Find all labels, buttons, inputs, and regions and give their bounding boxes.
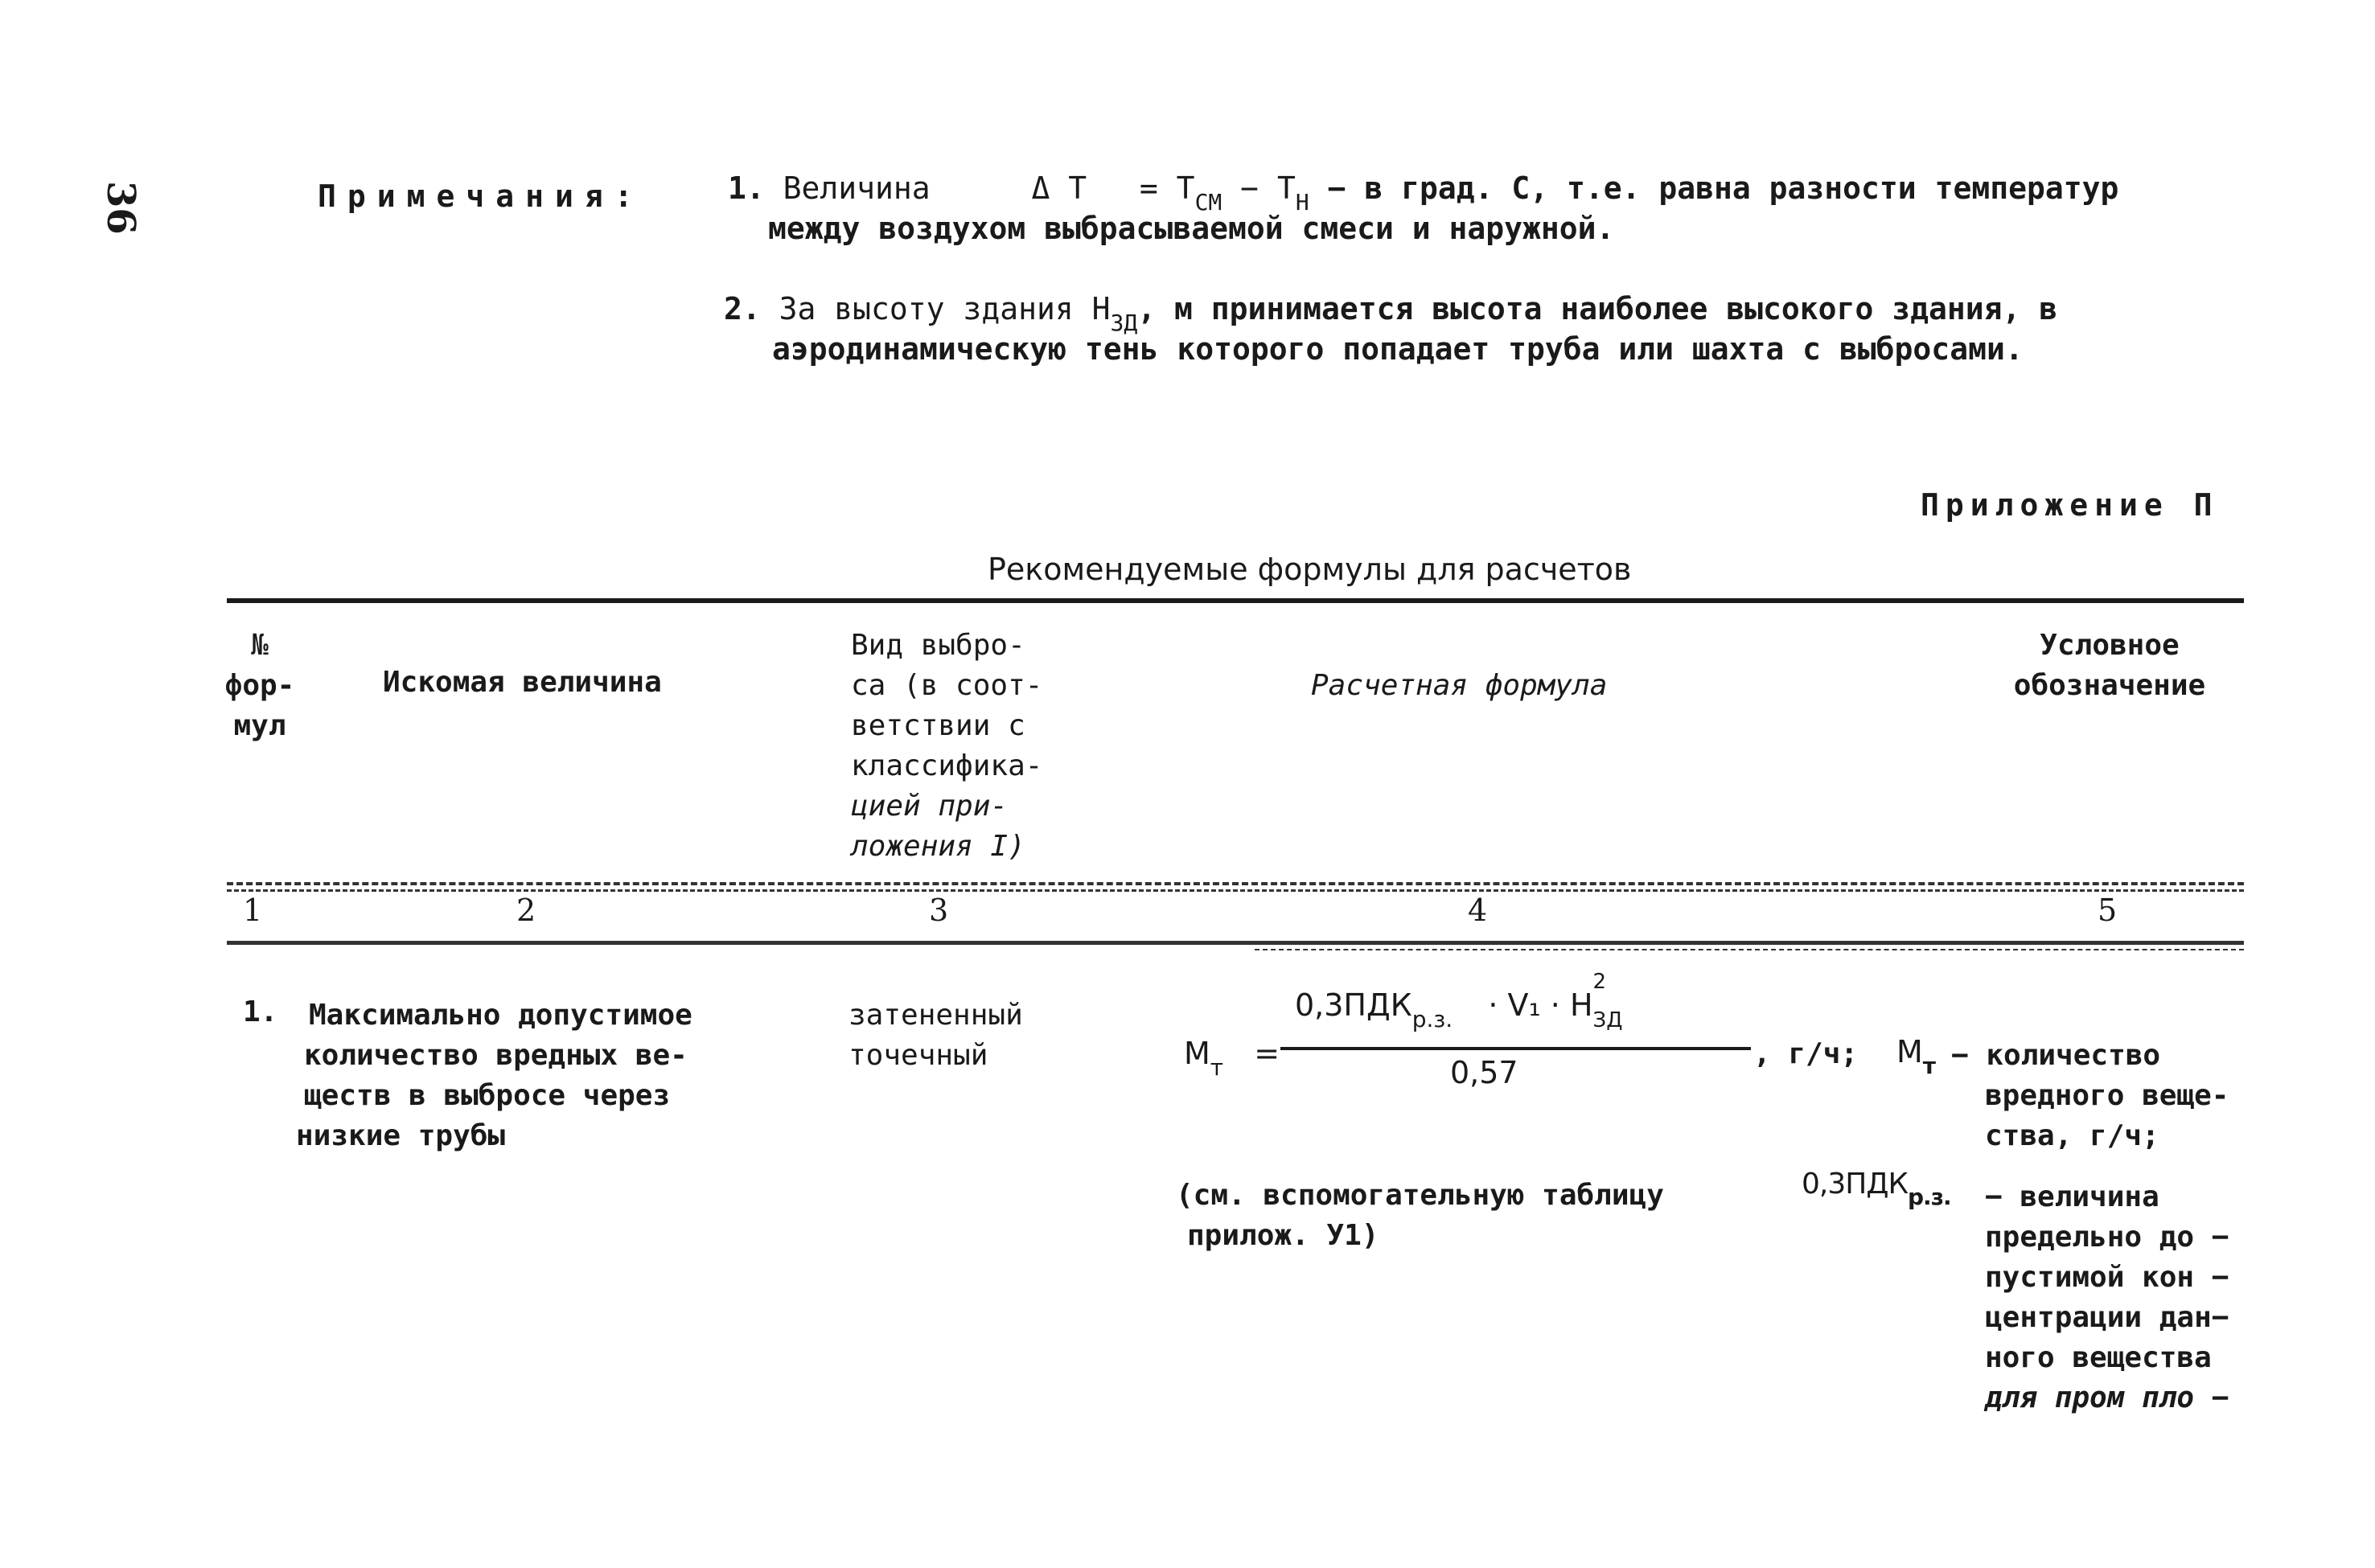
fraction-bar xyxy=(1280,1047,1751,1050)
formula-equals: = xyxy=(1254,1036,1280,1071)
table-title: Рекомендуемые формулы для расчетов xyxy=(988,552,1632,587)
symbol-pdk xyxy=(1802,1168,1951,1210)
header-col3-line: классифика- xyxy=(851,749,1043,782)
note-1-line-1 xyxy=(728,170,2119,215)
row1-quantity xyxy=(296,995,692,1156)
symbol-m-sub: т xyxy=(1922,1053,1937,1079)
column-number-rule xyxy=(227,941,2244,945)
symbol-pdk-sub: р.з. xyxy=(1908,1184,1951,1210)
symbol-m-desc-line: вредного веще- xyxy=(1985,1079,2229,1112)
formula-note xyxy=(1176,1176,1664,1256)
table-top-rule xyxy=(227,598,2244,603)
row1-emission-type-line: точечный xyxy=(849,1039,988,1072)
note-2-suffix: , м принимается высота наиболее высокого здания, в xyxy=(1137,291,2058,326)
t-mix: Т xyxy=(1176,170,1195,206)
symbol-pdk-text: 0,3ПДК xyxy=(1802,1168,1909,1201)
note-2-number: 2. xyxy=(724,291,761,326)
formula-denominator: 0,57 xyxy=(1450,1055,1518,1090)
note-2-prefix: За высоту здания xyxy=(779,291,1074,326)
t-outside-sub: Н xyxy=(1295,189,1309,215)
formula-numerator xyxy=(1295,970,1623,1032)
header-col5-line: Условное xyxy=(2040,629,2180,662)
header-col4: Расчетная формула xyxy=(1311,669,1608,702)
column-number-5: 5 xyxy=(2098,893,2118,928)
note-1-line-2: между воздухом выбрасываемой смеси и наружной. xyxy=(768,211,1615,246)
symbol-pdk-desc-line: пустимой кон − xyxy=(1985,1261,2229,1294)
symbol-pdk-desc-line: центрации дан− xyxy=(1985,1301,2229,1334)
symbol-pdk-description xyxy=(1985,1177,2229,1418)
row1-quantity-line: низкие трубы xyxy=(296,1119,506,1152)
appendix-label: Приложение П xyxy=(1921,487,2219,523)
formula-pdk: 0,3ПДК xyxy=(1295,987,1412,1023)
header-col3-line: са (в соот- xyxy=(851,669,1043,702)
row1-number: 1. xyxy=(243,995,278,1028)
page-number: 36 xyxy=(98,181,143,235)
header-rule-1 xyxy=(227,882,2244,885)
column-number-4: 4 xyxy=(1468,893,1488,928)
header-col1-line: фор- xyxy=(224,669,295,702)
row1-emission-type-line: затененный xyxy=(849,999,1023,1032)
t-mix-sub: СМ xyxy=(1194,189,1222,215)
column-number-2: 2 xyxy=(516,893,536,928)
row1-quantity-line: Максимально допустимое xyxy=(309,999,692,1032)
formula-unit: , г/ч; xyxy=(1753,1037,1859,1070)
header-rule-2 xyxy=(227,889,2244,892)
formula-note-line: (см. вспомогательную таблицу xyxy=(1176,1179,1664,1212)
symbol-pdk-desc-line: ного вещества xyxy=(1985,1341,2212,1374)
note-2-line-1 xyxy=(724,291,2058,336)
symbol-m-desc-line: ства, г/ч; xyxy=(1985,1119,2159,1152)
header-col3-line: ложения I) xyxy=(851,830,1025,863)
note-1-number: 1. xyxy=(728,170,765,206)
header-col5-line: обозначение xyxy=(2013,669,2206,702)
h-building-sub: ЗД xyxy=(1110,310,1138,336)
column-number-3: 3 xyxy=(929,893,949,928)
header-col1-line: мул xyxy=(233,709,286,742)
formula-m: М xyxy=(1184,1036,1210,1071)
symbol-pdk-desc-line: − величина xyxy=(1985,1180,2159,1213)
row1-emission-type xyxy=(849,995,1023,1076)
h-building: Н xyxy=(1091,291,1111,326)
column-number-1: 1 xyxy=(243,893,263,928)
note-2-line-2: аэродинамическую тень которого попадает труба или шахта с выбросами. xyxy=(772,331,2024,367)
formula-h-sub: ЗД xyxy=(1592,1008,1623,1032)
note-1-suffix: − в град. С, т.е. равна разности температур xyxy=(1327,170,2119,206)
header-col1 xyxy=(224,626,296,746)
symbol-pdk-desc-line: предельно до − xyxy=(1985,1221,2229,1254)
header-col3-line: цией при- xyxy=(851,790,1009,823)
formula-pdk-sub: р.з. xyxy=(1411,1006,1453,1032)
formula-note-line: прилож. У1) xyxy=(1187,1219,1379,1252)
row1-quantity-line: ществ в выбросе через xyxy=(304,1079,671,1112)
symbol-m-description xyxy=(1951,1036,2229,1156)
formula-lhs xyxy=(1184,1036,1280,1081)
t-outside: Т xyxy=(1276,170,1296,206)
formula-m-sub: т xyxy=(1210,1054,1224,1081)
header-col3-line: Вид выбро- xyxy=(851,629,1025,662)
notes-label: Примечания: xyxy=(318,179,644,214)
header-col5 xyxy=(2001,626,2218,706)
note-1-prefix: Величина xyxy=(783,170,931,206)
symbol-m-letter: М xyxy=(1896,1034,1923,1069)
delta-t: Δ Т xyxy=(1031,170,1087,206)
equals-sign: = xyxy=(1139,170,1158,206)
symbol-m-desc-line: − количество xyxy=(1951,1039,2161,1072)
row1-quantity-line: количество вредных ве- xyxy=(304,1039,688,1072)
header-col2: Искомая величина xyxy=(383,666,662,699)
header-col3-line: ветствии с xyxy=(851,709,1025,742)
header-col3 xyxy=(851,626,1042,867)
minus-sign: − xyxy=(1240,170,1259,206)
column-number-rule-2 xyxy=(1255,949,2244,950)
symbol-pdk-desc-line: для пром пло − xyxy=(1985,1381,2229,1414)
formula-v-h: · V₁ · Н xyxy=(1488,987,1593,1023)
header-col1-line: № xyxy=(251,629,269,662)
symbol-m xyxy=(1896,1034,1937,1079)
formula-h-sup: 2 xyxy=(1592,970,1607,994)
